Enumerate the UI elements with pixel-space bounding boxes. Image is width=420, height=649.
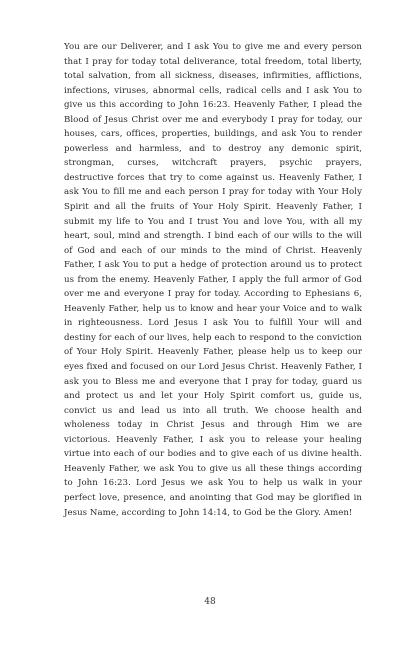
page-number: 48 (204, 597, 216, 607)
prayer-paragraph: You are our Deliverer, and I ask You to give me and every person that I pray for today total deliverance, total freedom, total liberty, total salvation, from all sickness, diseases, infirmities, afflictions, infections, viruses, abnormal cells, radical cells and I ask You to give us this according to John 16:23. Heavenly Father, I plead the Blood of Jesus Christ over me and everybody I pray for today, our houses, cars, offices, properties, buildings, and ask You to render powerless and harmless, and to destroy any demonic spirit, strongman, curses, witchcraft prayers, psychic prayers, destructive forces that try to come against us. Heavenly Father, I ask You to fill me and each person I pray for today with Your Holy Spirit and all the fruits of Your Holy Spirit. Heavenly Father, I submit my life to You and I trust You and love You, with all my heart, soul, mind and strength. I bind each of our wills to the will of God and each of our minds to the mind of Christ. Heavenly Father, I ask You to put a hedge of protection around us to protect us from the enemy. Heavenly Father, I apply the full armor of God over me and everyone I pray for today. According to Ephesians 6, Heavenly Father, help us to know and hear your Voice and to walk in righteousness. Lord Jesus I ask You to fulfill Your will and destiny for each of our lives, help each to respond to the conviction of Your Holy Spirit. Heavenly Father, please help us to keep our eyes fixed and focused on our Lord Jesus Christ. Heavenly Father, I ask you to Bless me and everyone that I pray for today, guard us and protect us and let your Holy Spirit comfort us, guide us, convict us and lead us into all truth. We choose health and wholeness today in Christ Jesus and through Him we are victorious. Heavenly Father, I ask you to release your healing virtue into each of our bodies and to give each of us divine health. Heavenly Father, we ask You to give us all these things according to John 16:23. Lord Jesus we ask You to help us walk in your perfect love, presence, and anointing that God may be glorified in Jesus Name, according to John 14:14, to God be the Glory. Amen! (64, 42, 362, 518)
